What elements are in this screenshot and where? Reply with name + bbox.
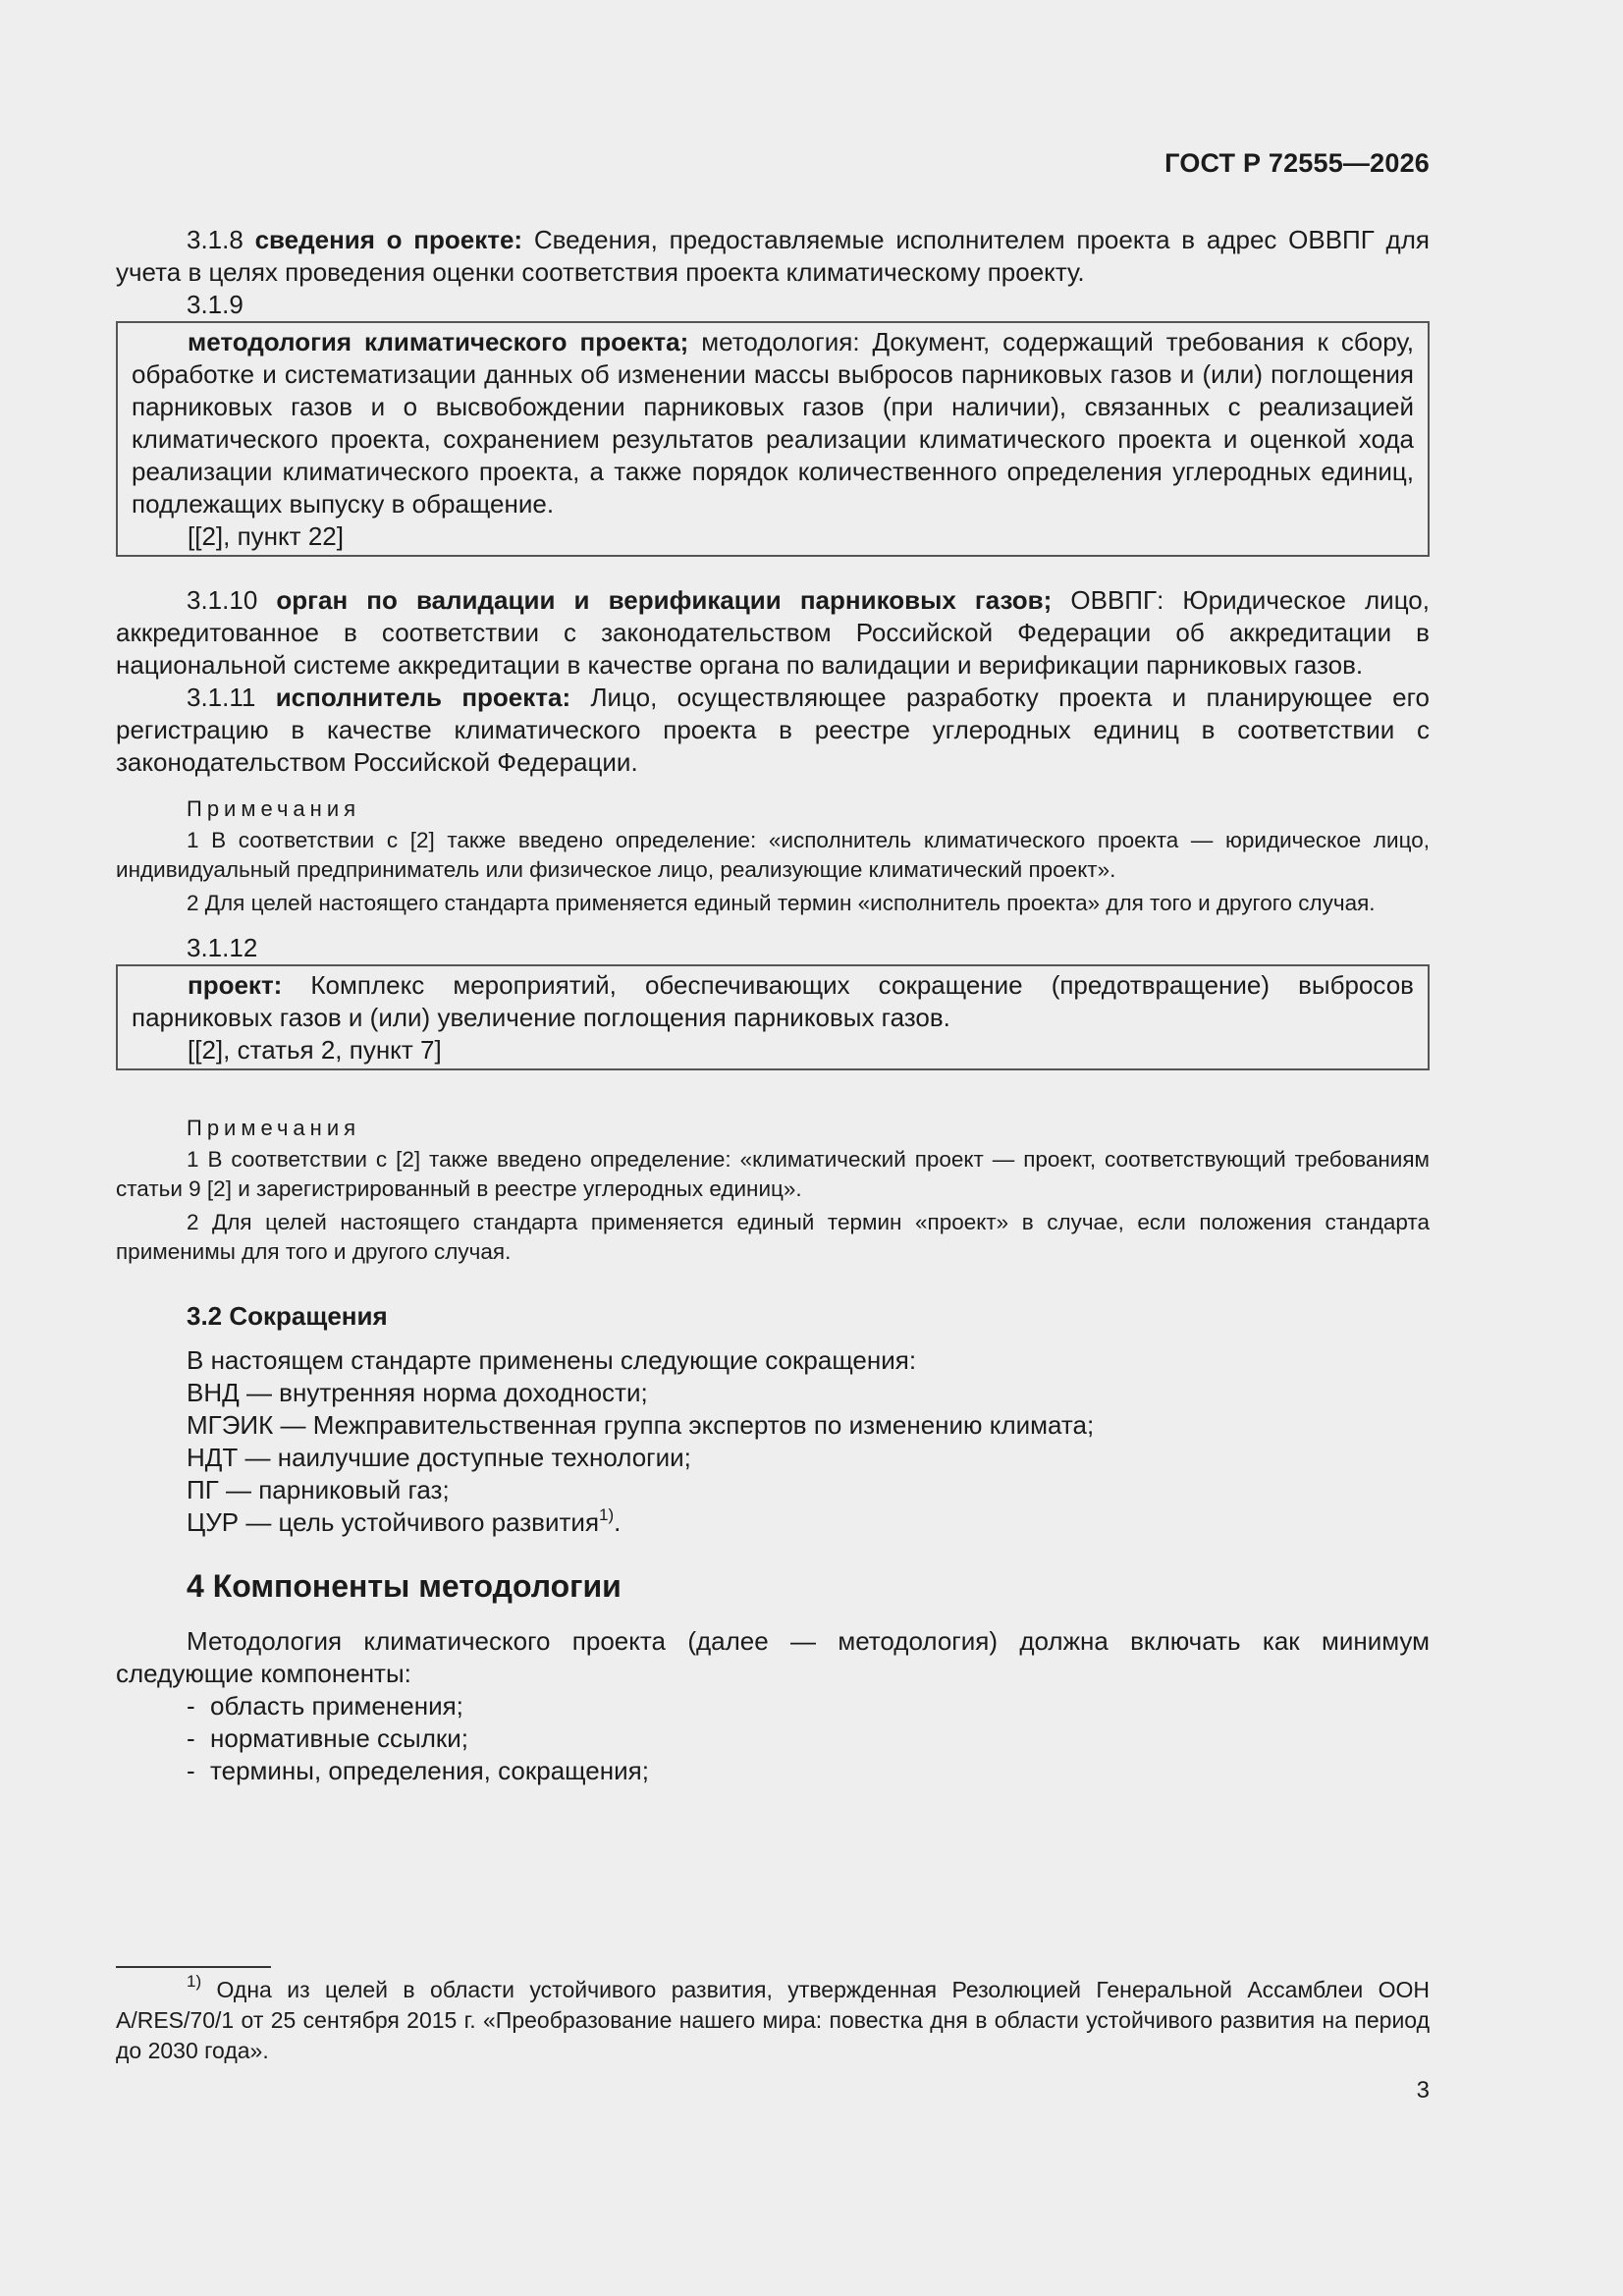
document-code: ГОСТ Р 72555—2026 (1164, 148, 1430, 178)
list-item (187, 1755, 1430, 1787)
note-item: 2 Для целей настоящего стандарта применяется единый термин «исполнитель проекта» для того и другого случая. (187, 891, 1376, 915)
term-number: 3.1.11 (187, 683, 256, 712)
list-dash: - (187, 1691, 195, 1721)
list-item (187, 1690, 1430, 1722)
note-item: 1 В соответствии с [2] также введено определение: «климатический проект — проект, соответствующий требованиям статьи 9 [2] и зарегистрированный в реестре углеродных единиц». (116, 1147, 1430, 1201)
term-title: методология климатического проекта; (188, 327, 689, 356)
term-definition: Комплекс мероприятий, обеспечивающих сокращение (предотвращение) выбросов парниковых газов и (или) увеличение поглощения парниковых газов. (132, 970, 1414, 1032)
term-title: сведения о проекте: (254, 225, 523, 254)
page-number: 3 (1416, 2077, 1430, 2104)
term-number-3-1-12: 3.1.12 (187, 933, 258, 962)
term-3-1-12 (132, 969, 1414, 1034)
section-4-heading: 4 Компоненты методологии (187, 1568, 622, 1604)
term-reference: [[2], статья 2, пункт 7] (188, 1035, 442, 1065)
footnote-mark: 1) (187, 1972, 202, 1991)
term-number: 3.1.8 (187, 225, 243, 254)
term-reference: [[2], пункт 22] (188, 521, 344, 551)
term-number-3-1-9: 3.1.9 (187, 290, 243, 319)
abbreviations-intro: В настоящем стандарте применены следующие сокращения: (187, 1345, 917, 1375)
page-content (116, 224, 1430, 1787)
term-box-3-1-9 (116, 321, 1430, 557)
note-item: 1 В соответствии с [2] также введено определение: «исполнитель климатического проекта — юридическое лицо, индивидуальный предприниматель или физическое лицо, реализующие климатический проект». (116, 828, 1430, 882)
abbreviation-item: ПГ — парниковый газ; (187, 1475, 450, 1504)
term-number: 3.1.10 (187, 585, 258, 615)
term-title: проект: (188, 970, 283, 1000)
abbreviation-item (187, 1506, 1430, 1539)
section-4-intro: Методология климатического проекта (далее — методология) должна включать как минимум следующие компоненты: (116, 1626, 1430, 1688)
notes-heading: Примечания (187, 796, 361, 821)
footnote-ref[interactable]: 1) (599, 1505, 615, 1524)
term-title: исполнитель проекта: (275, 683, 571, 712)
abbreviation-item: МГЭИК — Межправительственная группа экспертов по изменению климата; (187, 1410, 1095, 1440)
term-definition: Лицо, осуществляющее разработку проекта и планирующее его регистрацию в качестве климатического проекта в реестре углеродных единиц в соответствии с законодательством Российской Федерации. (116, 683, 1430, 777)
abbreviation-item: НДТ — наилучшие доступные технологии; (187, 1443, 691, 1472)
abbreviation-item: ВНД — внутренняя норма доходности; (187, 1378, 648, 1407)
footnote (116, 1972, 1431, 2066)
list-dash: - (187, 1723, 195, 1753)
footnote-divider (116, 1966, 271, 1968)
list-item-text: область применения; (210, 1691, 463, 1721)
term-box-3-1-12 (116, 964, 1430, 1070)
abbreviation-end: . (614, 1507, 622, 1537)
term-definition: ОВВПГ: Юридическое лицо, аккредитованное в соответствии с законодательством Российской Федерации об аккредитации в национальной системе аккредитации в качестве органа по валидации и верификации парниковых газов. (116, 585, 1430, 680)
list-item (187, 1722, 1430, 1755)
notes-heading: Примечания (187, 1116, 361, 1140)
footnote-text: Одна из целей в области устойчивого развития, утвержденная Резолюцией Генеральной Ассамблеи ООН A/RES/70/1 от 25 сентября 2015 г. «Преобразование нашего мира: повестка дня в области устойчивого развития на период до 2030 года». (116, 1977, 1431, 2063)
note-item: 2 Для целей настоящего стандарта применяется единый термин «проект» в случае, если положения стандарта применимы для того и другого случая. (116, 1210, 1430, 1264)
term-3-1-8 (116, 224, 1430, 289)
term-3-1-9 (132, 326, 1414, 520)
term-definition: Сведения, предоставляемые исполнителем проекта в адрес ОВВПГ для учета в целях проведения оценки соответствия проекта климатическому проекту. (116, 225, 1430, 287)
list-dash: - (187, 1756, 195, 1785)
term-title: орган по валидации и верификации парниковых газов; (276, 585, 1053, 615)
term-3-1-11 (116, 682, 1430, 779)
abbreviations-heading: 3.2 Сокращения (187, 1301, 388, 1331)
list-item-text: нормативные ссылки; (210, 1723, 468, 1753)
term-3-1-10 (116, 584, 1430, 682)
abbreviation-text: ЦУР — цель устойчивого развития (187, 1507, 600, 1537)
term-definition: методология: Документ, содержащий требования к сбору, обработке и систематизации данных об изменении массы выбросов парниковых газов и (или) поглощения парниковых газов и о высвобождении парниковых газов (при наличии), связанных с реализацией климатического проекта, сохранением результатов реализации климатического проекта и оценкой хода реализации климатического проекта, а также порядок количественного определения углеродных единиц, подлежащих выпуску в обращение. (132, 327, 1414, 519)
list-item-text: термины, определения, сокращения; (210, 1756, 649, 1785)
